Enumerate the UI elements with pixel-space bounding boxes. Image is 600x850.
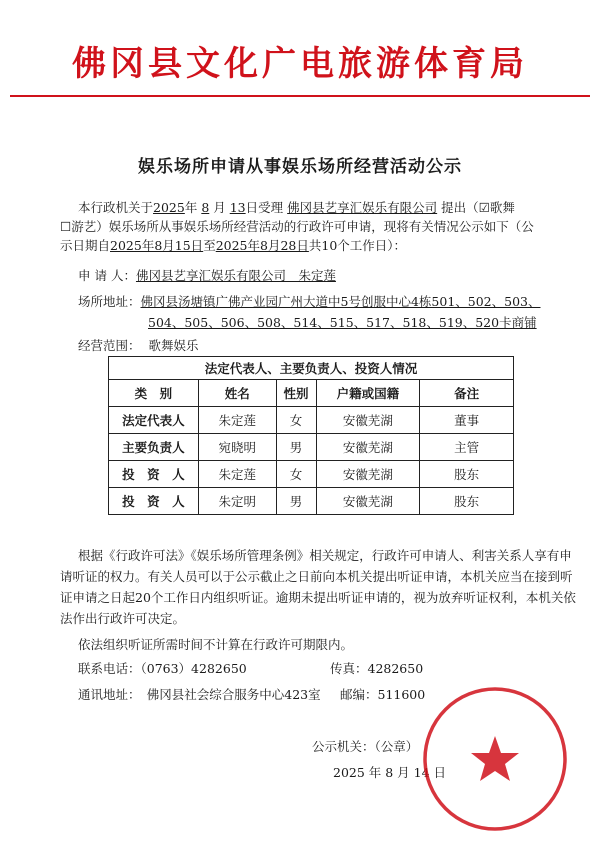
hearing-paragraph: 根据《行政许可法》《娱乐场所管理条例》相关规定，行政许可申请人、利害关系人享有申请听证的权力。有关人员可以于公示截止之日前向本机关提出听证申请，本机关应当在接到听证申请之日起20个工作日内组织听证。逾期未提出听证申请的，视为放弃听证权利，本机关依法作出行政许可决定。 [60, 548, 576, 626]
header-divider [10, 95, 590, 97]
cell-origin: 安徽芜湖 [316, 488, 420, 515]
notice-received: 日受理 [245, 200, 284, 215]
table-row [109, 434, 514, 461]
table-caption: 法定代表人、主要负责人、投资人情况 [109, 357, 514, 380]
cell-remark: 董事 [420, 407, 514, 434]
table-row [109, 461, 514, 488]
document-title: 娱乐场所申请从事娱乐场所经营活动公示 [138, 157, 462, 177]
notice-date-suffix: 共10个工作日）： [308, 238, 407, 253]
issue-date: 2025 年 8 月 14 日 [333, 765, 447, 780]
issuer-line: 公示机关：（公章） [312, 739, 419, 754]
header-gender: 性别 [276, 380, 316, 407]
cell-remark: 股东 [420, 461, 514, 488]
header-origin: 户籍或国籍 [316, 380, 420, 407]
address-line-2: 504、505、506、508、514、515、517、518、519、520卡商铺 [148, 315, 537, 330]
notice-date-prefix: 示日期自 [60, 238, 111, 253]
cell-gender: 男 [276, 488, 316, 515]
cell-category: 主要负责人 [109, 434, 199, 461]
address-label: 场所地址： [78, 294, 141, 309]
notice-year: 2025 [153, 200, 185, 215]
notice-line-1: 本行政机关于2025年 8 月 13日受理 佛冈县艺享汇娱乐有限公司 提出（☑歌舞 [78, 200, 515, 215]
notice-start-date: 2025年8月15日 [110, 238, 204, 253]
scope-line [78, 336, 578, 354]
header-remark: 备注 [420, 380, 514, 407]
org-header: 佛冈县文化广电旅游体育局 [72, 44, 528, 84]
header-name: 姓名 [198, 380, 276, 407]
scope-label: 经营范围： [78, 338, 141, 353]
cell-remark: 主管 [420, 434, 514, 461]
cell-gender: 女 [276, 461, 316, 488]
persons-table [108, 356, 514, 515]
notice-end-date: 2025年8月28日 [215, 238, 309, 253]
cell-name: 宛晓明 [198, 434, 276, 461]
header-category: 类 别 [109, 380, 199, 407]
address-value-1: 佛冈县汤塘镇广佛产业园广州大道中5号创服中心4栋501、502、503、 [140, 294, 541, 309]
scope-value: 歌舞娱乐 [148, 338, 199, 353]
notice-line-3 [60, 236, 590, 255]
notice-day: 13 [229, 200, 246, 215]
cell-origin: 安徽芜湖 [316, 407, 420, 434]
contact-address: 通讯地址： 佛冈县社会综合服务中心423室 [78, 687, 321, 702]
applicant-line [78, 266, 578, 284]
cell-category: 投 资 人 [109, 461, 199, 488]
contact-fax: 传真：4282650 [330, 661, 424, 676]
applicant-value: 佛冈县艺享汇娱乐有限公司 朱定莲 [135, 268, 336, 283]
notice-company: 佛冈县艺享汇娱乐有限公司 [287, 200, 438, 215]
cell-category: 投 资 人 [109, 488, 199, 515]
cell-name: 朱定莲 [198, 461, 276, 488]
cell-origin: 安徽芜湖 [316, 461, 420, 488]
cell-name: 朱定明 [198, 488, 276, 515]
notice-date-mid: 至 [203, 238, 216, 253]
cell-gender: 女 [276, 407, 316, 434]
hearing-note: 依法组织听证所需时间不计算在行政许可期限内。 [78, 637, 354, 652]
notice-prefix: 本行政机关于 [78, 200, 154, 215]
contact-phone: 联系电话：（0763）4282650 [78, 661, 247, 676]
contact-postcode: 邮编：511600 [340, 687, 426, 702]
notice-submit: 提出（☑歌舞 [441, 200, 515, 215]
official-seal-icon [420, 684, 570, 834]
cell-gender: 男 [276, 434, 316, 461]
address-line-1 [78, 292, 598, 310]
notice-line-2: ☐游艺）娱乐场所从事娱乐场所经营活动的行政许可申请，现将有关情况公示如下（公 [60, 219, 534, 234]
cell-name: 朱定莲 [198, 407, 276, 434]
notice-month: 8 [201, 200, 210, 215]
table-header-row [109, 380, 514, 407]
cell-category: 法定代表人 [109, 407, 199, 434]
table-row [109, 488, 514, 515]
cell-origin: 安徽芜湖 [316, 434, 420, 461]
applicant-label: 申 请 人： [78, 268, 136, 283]
cell-remark: 股东 [420, 488, 514, 515]
table-row [109, 407, 514, 434]
